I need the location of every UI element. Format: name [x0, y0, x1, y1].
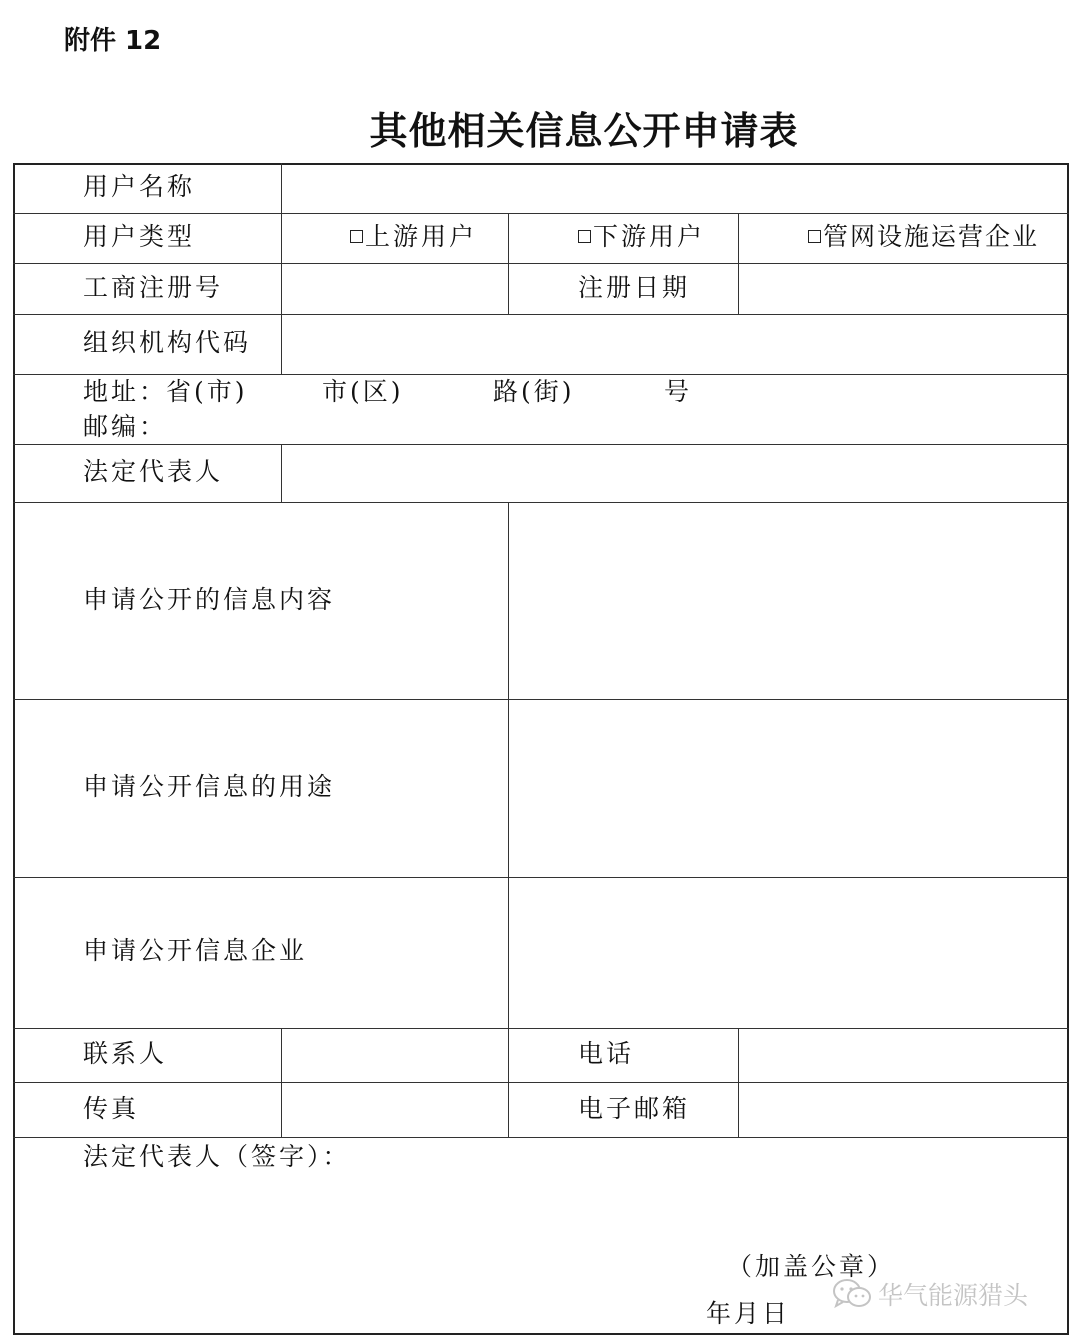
checkbox[interactable] [578, 230, 591, 243]
reg-date-field[interactable] [741, 265, 1067, 313]
signature-area[interactable] [15, 1180, 1067, 1250]
address-road: 路(街) [493, 377, 575, 406]
phone-label: 电话 [578, 1039, 635, 1068]
org-code-field[interactable] [284, 316, 1067, 373]
col-divider [281, 314, 282, 374]
address-city: 市(区) [322, 377, 404, 406]
user-type-downstream-option[interactable]: 下游用户 [578, 223, 705, 252]
info-content-label: 申请公开的信息内容 [83, 585, 336, 614]
row-divider [13, 699, 1069, 700]
col-divider [738, 1028, 739, 1137]
email-label: 电子邮箱 [578, 1094, 691, 1123]
contact-label: 联系人 [83, 1039, 168, 1068]
row-divider [13, 444, 1069, 445]
reg-date-label: 注册日期 [578, 273, 691, 302]
legal-rep-label: 法定代表人 [83, 457, 224, 486]
info-content-field[interactable] [511, 504, 1067, 698]
row-divider [13, 1028, 1069, 1029]
col-divider [281, 444, 282, 502]
user-type-label: 用户类型 [83, 222, 196, 251]
address-number: 号 [664, 377, 693, 406]
seal-label: （加盖公章） [727, 1252, 896, 1281]
row-divider [13, 502, 1069, 503]
row-divider [13, 263, 1069, 264]
attachment-label: 附件 12 [64, 26, 162, 56]
row-divider [13, 213, 1069, 214]
row-divider [13, 1137, 1069, 1138]
col-divider [738, 213, 739, 314]
row-divider [13, 314, 1069, 315]
col-divider [281, 1028, 282, 1137]
watermark [832, 1276, 1028, 1312]
user-name-field[interactable] [284, 165, 1067, 212]
col-divider [281, 163, 282, 314]
address-province: 省(市) [166, 377, 248, 406]
phone-field[interactable] [741, 1030, 1067, 1081]
user-type-pipeline-option[interactable]: 管网设施运营企业 [808, 223, 1039, 252]
fax-field[interactable] [284, 1084, 506, 1136]
org-code-label: 组织机构代码 [83, 328, 252, 357]
form-title: 其他相关信息公开申请表 [369, 109, 799, 153]
date-label: 年月日 [706, 1299, 791, 1328]
col-divider [508, 1028, 509, 1137]
col-divider [508, 502, 509, 1028]
row-divider [13, 1082, 1069, 1083]
user-type-upstream-option[interactable]: 上游用户 [350, 223, 477, 252]
legal-rep-field[interactable] [284, 446, 1067, 501]
email-field[interactable] [741, 1084, 1067, 1136]
info-company-field[interactable] [511, 879, 1067, 1027]
reg-no-field[interactable] [284, 265, 506, 313]
info-company-label: 申请公开信息企业 [83, 936, 308, 965]
fax-label: 传真 [83, 1094, 140, 1123]
checkbox[interactable] [808, 230, 821, 243]
checkbox[interactable] [350, 230, 363, 243]
watermark-text: 华气能源猎头 [878, 1281, 1029, 1310]
row-divider [13, 877, 1069, 878]
info-purpose-field[interactable] [511, 701, 1067, 876]
col-divider [508, 213, 509, 314]
signature-label: 法定代表人（签字）： [83, 1142, 351, 1171]
wechat-icon [832, 1277, 872, 1311]
contact-field[interactable] [284, 1030, 506, 1081]
postcode-label: 邮编： [83, 412, 168, 441]
row-divider [13, 374, 1069, 375]
info-purpose-label: 申请公开信息的用途 [83, 772, 336, 801]
user-name-label: 用户名称 [83, 172, 196, 201]
address-label: 地址： [83, 377, 168, 406]
reg-no-label: 工商注册号 [83, 273, 224, 302]
